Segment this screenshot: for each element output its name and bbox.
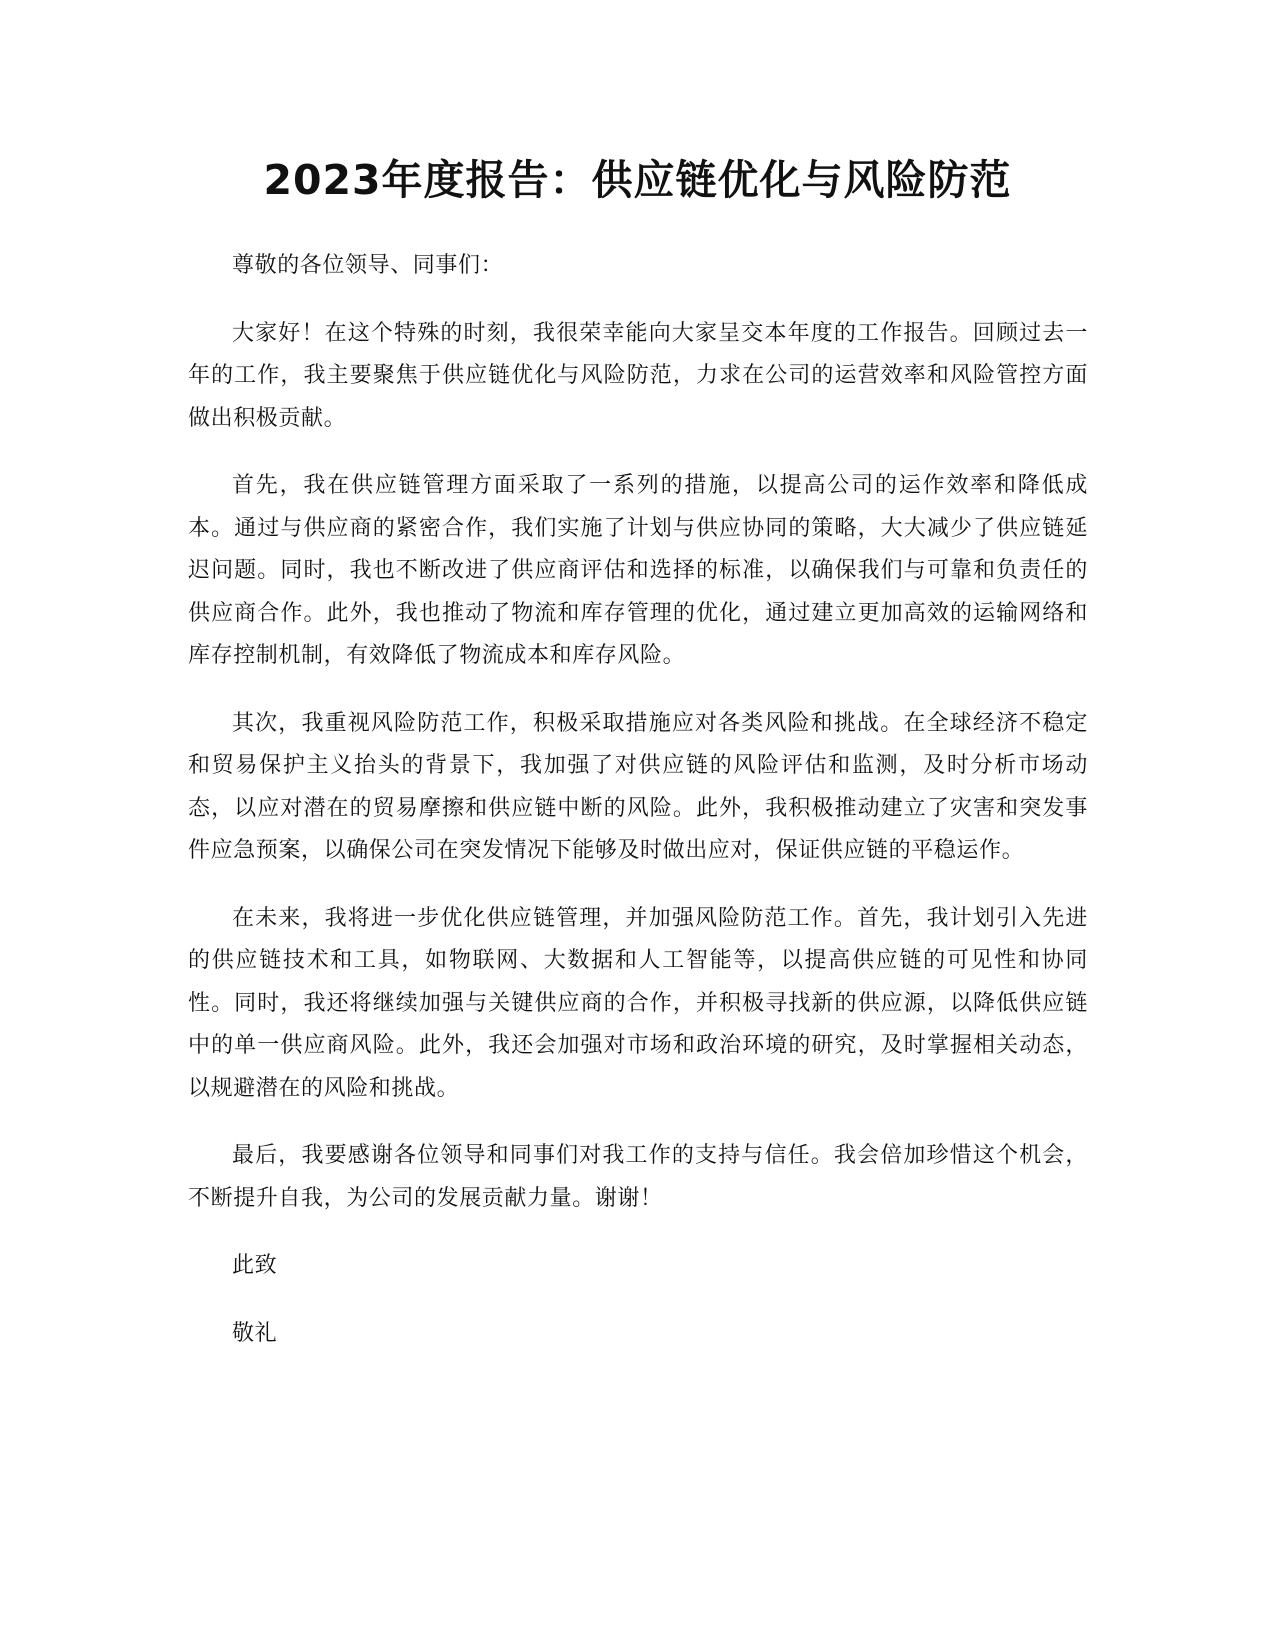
document-title: 2023年度报告：供应链优化与风险防范 (263, 156, 1012, 204)
closing-line-1: 此致 (232, 1253, 278, 1278)
paragraph-supply-chain: 首先，我在供应链管理方面采取了一系列的措施，以提高公司的运作效率和降低成本。通过与供应商的紧密合作，我们实施了计划与供应协同的策略，大大减少了供应链延迟问题。同时，我也不断改进了供应商评估和选择的标准，以确保我们与可靠和负责任的供应商合作。此外，我也推动了物流和库存管理的优化，通过建立更加高效的运输网络和库存控制机制，有效降低了物流成本和库存风险。 (188, 473, 1088, 668)
paragraph-intro: 大家好！在这个特殊的时刻，我很荣幸能向大家呈交本年度的工作报告。回顾过去一年的工作，我主要聚焦于供应链优化与风险防范，力求在公司的运营效率和风险管控方面做出积极贡献。 (188, 320, 1088, 431)
salutation: 尊敬的各位领导、同事们： (232, 253, 504, 278)
document-body (188, 245, 1088, 1380)
closing-line-2: 敬礼 (232, 1320, 278, 1346)
paragraph-future: 在未来，我将进一步优化供应链管理，并加强风险防范工作。首先，我计划引入先进的供应链技术和工具，如物联网、大数据和人工智能等，以提高供应链的可见性和协同性。同时，我还将继续加强与关键供应商的合作，并积极寻找新的供应源，以降低供应链中的单一供应商风险。此外，我还会加强对市场和政治环境的研究，及时掌握相关动态，以规避潜在的风险和挑战。 (188, 905, 1088, 1101)
paragraph-thanks: 最后，我要感谢各位领导和同事们对我工作的支持与信任。我会倍加珍惜这个机会，不断提升自我，为公司的发展贡献力量。谢谢！ (188, 1143, 1088, 1211)
paragraph-risk: 其次，我重视风险防范工作，积极采取措施应对各类风险和挑战。在全球经济不稳定和贸易保护主义抬头的背景下，我加强了对供应链的风险评估和监测，及时分析市场动态，以应对潜在的贸易摩擦和供应链中断的风险。此外，我积极推动建立了灾害和突发事件应急预案，以确保公司在突发情况下能够及时做出应对，保证供应链的平稳运作。 (188, 710, 1088, 863)
